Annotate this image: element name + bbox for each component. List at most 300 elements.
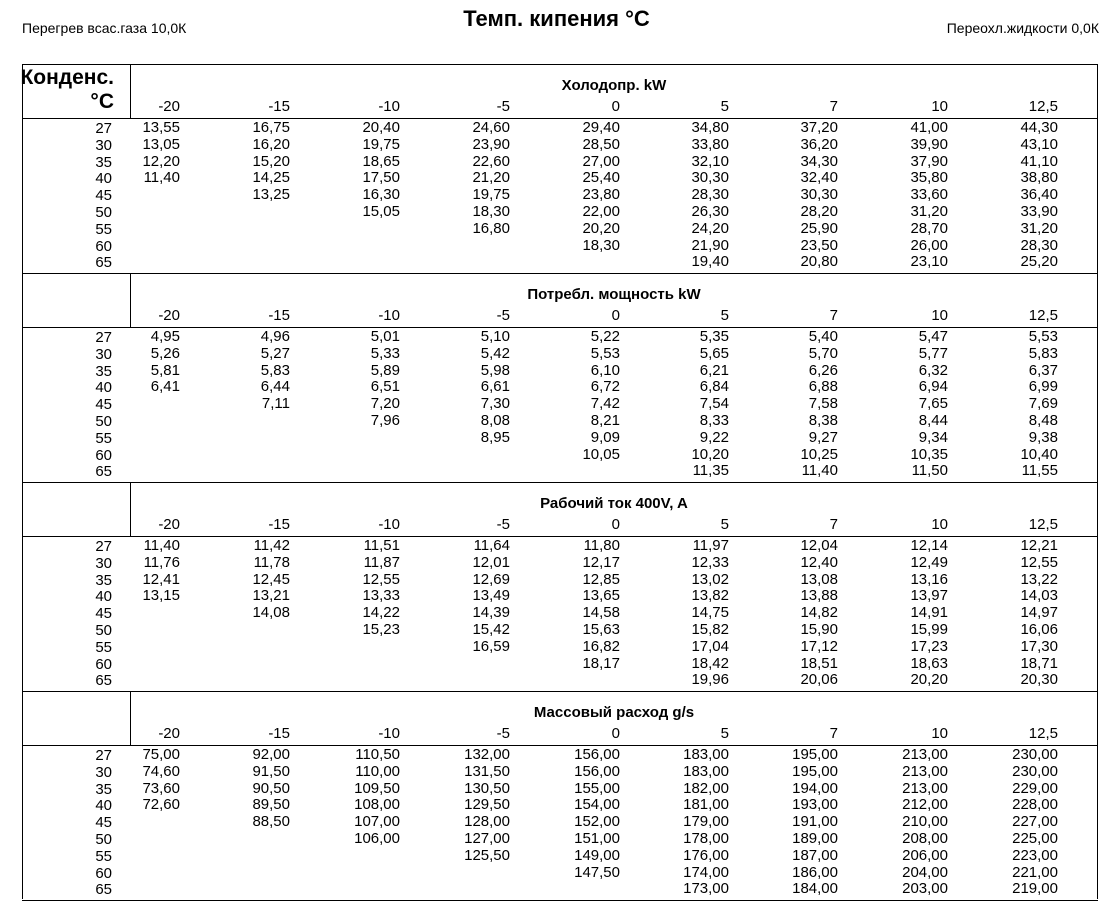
table-cell: 5,42 [480, 344, 510, 362]
table-cell: 13,08 [800, 570, 838, 588]
table-cell: 19,96 [691, 671, 729, 689]
table-cell: 183,00 [683, 762, 729, 780]
table-cell: 5,77 [918, 344, 948, 362]
table-cell: 5,33 [370, 344, 400, 362]
table-cell: 16,20 [252, 135, 290, 153]
table-cell: 9,38 [1028, 428, 1058, 446]
table-cell: 173,00 [683, 880, 729, 898]
table-cell: 74,60 [142, 762, 180, 780]
evap-temp-header: -5 [496, 725, 510, 742]
table-cell: 13,97 [910, 587, 948, 605]
condensing-temp: 60 [95, 237, 112, 255]
evap-temp-header: 12,5 [1028, 307, 1058, 324]
table-cell: 6,72 [590, 378, 620, 396]
section-title: Рабочий ток 400V, A [540, 495, 688, 512]
table-cell: 16,06 [1020, 621, 1058, 638]
table-cell: 8,08 [480, 412, 510, 429]
table-cell: 6,51 [370, 378, 400, 396]
table-cell: 14,58 [582, 604, 620, 622]
evap-temp-header: -20 [158, 307, 180, 324]
table-cell: 12,17 [582, 553, 620, 571]
table-cell: 16,59 [472, 637, 510, 655]
table-cell: 28,70 [910, 219, 948, 237]
section-bottom-border [22, 482, 1098, 483]
table-cell: 12,55 [362, 570, 400, 588]
table-cell: 130,50 [464, 779, 510, 797]
table-cell: 14,97 [1020, 604, 1058, 622]
table-cell: 11,40 [143, 537, 180, 554]
table-cell: 19,75 [362, 135, 400, 153]
condensing-temp: 60 [95, 655, 112, 673]
table-cell: 7,20 [370, 395, 400, 413]
table-cell: 11,76 [143, 553, 180, 571]
table-cell: 219,00 [1012, 880, 1058, 898]
table-cell: 19,40 [691, 253, 729, 271]
table-cell: 187,00 [792, 846, 838, 864]
table-cell: 28,30 [691, 186, 729, 204]
table-cell: 11,51 [363, 537, 400, 554]
condensing-temp: 65 [95, 254, 112, 272]
evap-temp-header: 7 [829, 98, 838, 115]
evap-temp-header: 0 [611, 516, 620, 533]
table-cell: 10,20 [691, 445, 729, 463]
table-cell: 213,00 [902, 746, 948, 763]
table-cell: 19,75 [472, 186, 510, 204]
table-cell: 230,00 [1012, 746, 1058, 763]
table-cell: 21,20 [472, 169, 510, 187]
table-cell: 6,10 [590, 361, 620, 379]
evap-temp-header: 5 [720, 307, 729, 324]
table-cell: 9,09 [590, 428, 620, 446]
table-cell: 22,60 [472, 152, 510, 170]
table-cell: 6,44 [260, 378, 290, 396]
table-cell: 24,20 [691, 219, 729, 237]
evap-temp-header: -15 [268, 98, 290, 115]
section-bottom-border [22, 273, 1098, 274]
table-cell: 12,04 [800, 537, 838, 554]
evap-temp-header: 7 [829, 725, 838, 742]
table-cell: 27,00 [582, 152, 620, 170]
table-cell: 16,75 [252, 119, 290, 136]
table-cell: 229,00 [1012, 779, 1058, 797]
evap-temp-header: 12,5 [1028, 98, 1058, 115]
section-title: Массовый расход g/s [533, 704, 695, 721]
table-cell: 7,11 [261, 395, 290, 413]
table-cell: 227,00 [1012, 813, 1058, 831]
table-cell: 5,98 [480, 361, 510, 379]
table-cell: 15,05 [362, 203, 400, 220]
table-cell: 5,47 [918, 328, 948, 345]
table-cell: 20,40 [362, 119, 400, 136]
table-cell: 10,05 [582, 445, 620, 463]
table-cell: 44,30 [1020, 119, 1058, 136]
table-cell: 189,00 [792, 830, 838, 847]
evap-temp-header: 5 [720, 725, 729, 742]
evap-temp-header: 5 [720, 98, 729, 115]
table-cell: 9,27 [808, 428, 838, 446]
section-title: Холодопр. kW [561, 77, 667, 94]
table-cell: 129,50 [464, 796, 510, 814]
table-cell: 32,10 [691, 152, 729, 170]
table-cell: 73,60 [142, 779, 180, 797]
table-cell: 13,25 [252, 186, 290, 204]
table-cell: 110,00 [355, 762, 400, 780]
table-cell: 156,00 [574, 746, 620, 763]
table-cell: 7,96 [370, 412, 400, 429]
table-cell: 6,84 [699, 378, 729, 396]
table-cell: 12,55 [1020, 553, 1058, 571]
table-cell: 210,00 [902, 813, 948, 831]
condensing-temp: 55 [95, 429, 112, 447]
table-cell: 14,25 [252, 169, 290, 187]
table-cell: 20,30 [1020, 671, 1058, 689]
table-cell: 12,69 [472, 570, 510, 588]
table-cell: 13,82 [691, 587, 729, 605]
table-cell: 12,85 [582, 570, 620, 588]
condensing-temp: 60 [95, 864, 112, 882]
table-cell: 17,30 [1020, 637, 1058, 655]
condensing-temp: 60 [95, 446, 112, 464]
table-cell: 147,50 [574, 863, 620, 881]
table-cell: 5,89 [370, 361, 400, 379]
table-cell: 208,00 [902, 830, 948, 847]
table-cell: 18,63 [910, 654, 948, 672]
table-cell: 32,40 [800, 169, 838, 187]
table-cell: 20,80 [800, 253, 838, 271]
table-cell: 14,75 [691, 604, 729, 622]
table-cell: 20,20 [910, 671, 948, 689]
table-cell: 5,01 [370, 328, 400, 345]
table-cell: 90,50 [252, 779, 290, 797]
evap-temp-header: -5 [496, 98, 510, 115]
table-cell: 15,63 [582, 621, 620, 638]
table-cell: 39,90 [910, 135, 948, 153]
table-cell: 14,82 [800, 604, 838, 622]
condensing-temp: 50 [95, 204, 112, 221]
condensing-temp: 40 [95, 797, 112, 815]
table-cell: 28,20 [800, 203, 838, 220]
condensing-temp: 55 [95, 847, 112, 865]
evap-temp-header: -10 [378, 725, 400, 742]
table-cell: 14,08 [252, 604, 290, 622]
table-cell: 5,53 [1028, 328, 1058, 345]
table-cell: 16,82 [582, 637, 620, 655]
table-cell: 13,16 [910, 570, 948, 588]
table-cell: 11,97 [692, 537, 729, 554]
condensing-temp: 40 [95, 170, 112, 188]
table-cell: 17,04 [691, 637, 729, 655]
table-cell: 15,20 [252, 152, 290, 170]
table-cell: 13,55 [142, 119, 180, 136]
table-cell: 128,00 [464, 813, 510, 831]
table-cell: 16,30 [362, 186, 400, 204]
table-cell: 106,00 [354, 830, 400, 847]
condensing-temp: 30 [95, 136, 112, 154]
condensing-temp: 27 [95, 329, 112, 346]
table-cell: 107,00 [354, 813, 400, 831]
table-cell: 132,00 [464, 746, 510, 763]
table-cell: 89,50 [252, 796, 290, 814]
table-cell: 186,00 [792, 863, 838, 881]
table-cell: 91,50 [252, 762, 290, 780]
table-cell: 182,00 [683, 779, 729, 797]
condensing-temp: 35 [95, 571, 112, 589]
evap-temp-header: -10 [378, 307, 400, 324]
table-cell: 5,83 [260, 361, 290, 379]
table-cell: 11,87 [363, 553, 400, 571]
table-cell: 10,25 [800, 445, 838, 463]
evap-temp-header: 10 [931, 725, 948, 742]
table-cell: 12,01 [472, 553, 510, 571]
table-cell: 194,00 [792, 779, 838, 797]
condensing-temp: 30 [95, 345, 112, 363]
table-cell: 24,60 [472, 119, 510, 136]
table-cell: 13,02 [691, 570, 729, 588]
table-cell: 6,37 [1028, 361, 1058, 379]
table-cell: 212,00 [902, 796, 948, 814]
condensing-temp: 27 [95, 120, 112, 137]
table-cell: 14,22 [362, 604, 400, 622]
evap-temp-header: -10 [378, 98, 400, 115]
table-cell: 36,40 [1020, 186, 1058, 204]
table-cell: 6,32 [918, 361, 948, 379]
table-cell: 13,22 [1020, 570, 1058, 588]
evap-temp-header: -20 [158, 725, 180, 742]
table-cell: 15,90 [800, 621, 838, 638]
table-cell: 17,12 [800, 637, 838, 655]
table-cell: 23,80 [582, 186, 620, 204]
table-cell: 23,90 [472, 135, 510, 153]
page-title: Темп. кипения °С [463, 6, 650, 31]
condensing-temp: 45 [95, 187, 112, 205]
table-cell: 5,53 [590, 344, 620, 362]
table-cell: 7,54 [699, 395, 729, 413]
subcooling-label: Переохл.жидкости 0,0К [946, 20, 1099, 36]
table-cell: 183,00 [683, 746, 729, 763]
table-cell: 25,90 [800, 219, 838, 237]
table-cell: 13,65 [582, 587, 620, 605]
evap-temp-header: -15 [268, 307, 290, 324]
table-cell: 6,88 [808, 378, 838, 396]
table-cell: 9,22 [699, 428, 729, 446]
table-cell: 31,20 [910, 203, 948, 220]
table-cell: 6,99 [1028, 378, 1058, 396]
section-bottom-border [22, 691, 1098, 692]
table-cell: 8,33 [699, 412, 729, 429]
evap-temp-header: -10 [378, 516, 400, 533]
table-cell: 206,00 [902, 846, 948, 864]
table-cell: 37,90 [910, 152, 948, 170]
table-cell: 108,00 [354, 796, 400, 814]
table-cell: 11,80 [583, 537, 620, 554]
table-cell: 43,10 [1020, 135, 1058, 153]
table-cell: 7,69 [1028, 395, 1058, 413]
evap-temp-header: 10 [931, 307, 948, 324]
table-cell: 11,40 [801, 462, 838, 480]
table-cell: 6,21 [699, 361, 729, 379]
table-cell: 176,00 [683, 846, 729, 864]
table-cell: 41,00 [910, 119, 948, 136]
evap-temp-header: 0 [611, 725, 620, 742]
table-cell: 10,35 [910, 445, 948, 463]
table-cell: 15,23 [362, 621, 400, 638]
table-cell: 75,00 [142, 746, 180, 763]
table-cell: 88,50 [252, 813, 290, 831]
table-cell: 13,05 [142, 135, 180, 153]
table-cell: 7,30 [480, 395, 510, 413]
table-cell: 178,00 [683, 830, 729, 847]
condensing-temp: 65 [95, 672, 112, 690]
table-cell: 20,20 [582, 219, 620, 237]
table-cell: 4,96 [260, 328, 290, 345]
table-cell: 5,65 [699, 344, 729, 362]
table-cell: 12,20 [142, 152, 180, 170]
table-cell: 15,42 [472, 621, 510, 638]
table-cell: 22,00 [582, 203, 620, 220]
table-cell: 14,39 [472, 604, 510, 622]
table-cell: 14,91 [910, 604, 948, 622]
evap-temp-header: 12,5 [1028, 725, 1058, 742]
table-cell: 203,00 [902, 880, 948, 898]
table-cell: 204,00 [902, 863, 948, 881]
table-cell: 6,61 [480, 378, 510, 396]
condensing-label-text: Конденс. [20, 66, 114, 89]
evap-temp-header: -5 [496, 307, 510, 324]
condensing-temp: 50 [95, 831, 112, 848]
table-cell: 18,42 [691, 654, 729, 672]
table-cell: 5,27 [260, 344, 290, 362]
table-cell: 151,00 [574, 830, 620, 847]
condensing-label-unit: °С [90, 90, 114, 113]
condensing-temp: 45 [95, 605, 112, 623]
table-cell: 18,65 [362, 152, 400, 170]
table-cell: 13,49 [472, 587, 510, 605]
table-cell: 7,42 [590, 395, 620, 413]
condensing-temp: 35 [95, 153, 112, 171]
table-cell: 225,00 [1012, 830, 1058, 847]
table-cell: 17,23 [910, 637, 948, 655]
table-cell: 11,50 [911, 462, 948, 480]
table-cell: 152,00 [574, 813, 620, 831]
table-cell: 33,90 [1020, 203, 1058, 220]
table-cell: 221,00 [1012, 863, 1058, 881]
condensing-temp: 27 [95, 747, 112, 764]
table-cell: 195,00 [792, 746, 838, 763]
table-cell: 37,20 [800, 119, 838, 136]
table-cell: 25,40 [582, 169, 620, 187]
evap-temp-header: 12,5 [1028, 516, 1058, 533]
table-cell: 154,00 [574, 796, 620, 814]
condensing-temp: 30 [95, 763, 112, 781]
table-cell: 12,40 [800, 553, 838, 571]
table-cell: 13,88 [800, 587, 838, 605]
table-cell: 41,10 [1020, 152, 1058, 170]
table-cell: 25,20 [1020, 253, 1058, 271]
evap-temp-header: 10 [931, 98, 948, 115]
table-cell: 17,50 [362, 169, 400, 187]
table-cell: 213,00 [902, 779, 948, 797]
table-cell: 31,20 [1020, 219, 1058, 237]
condensing-temp: 55 [95, 638, 112, 656]
table-cell: 5,40 [808, 328, 838, 345]
table-cell: 38,80 [1020, 169, 1058, 187]
condensing-temp: 45 [95, 396, 112, 414]
condensing-temp: 50 [95, 413, 112, 430]
evap-temp-header: -5 [496, 516, 510, 533]
table-cell: 7,58 [808, 395, 838, 413]
table-cell: 195,00 [792, 762, 838, 780]
table-cell: 15,99 [910, 621, 948, 638]
table-cell: 30,30 [800, 186, 838, 204]
table-cell: 193,00 [792, 796, 838, 814]
evap-temp-header: -15 [268, 516, 290, 533]
table-cell: 28,30 [1020, 236, 1058, 254]
table-cell: 20,06 [800, 671, 838, 689]
table-cell: 131,50 [464, 762, 510, 780]
table-cell: 11,78 [253, 553, 290, 571]
table-cell: 5,81 [150, 361, 180, 379]
evap-temp-header: 7 [829, 307, 838, 324]
table-cell: 8,44 [918, 412, 948, 429]
condensing-temp: 65 [95, 881, 112, 899]
table-cell: 11,55 [1021, 462, 1058, 480]
table-cell: 28,50 [582, 135, 620, 153]
table-cell: 110,50 [355, 746, 400, 763]
evap-temp-header: -20 [158, 516, 180, 533]
table-cell: 213,00 [902, 762, 948, 780]
table-cell: 18,17 [582, 654, 620, 672]
table-cell: 156,00 [574, 762, 620, 780]
table-cell: 109,50 [354, 779, 400, 797]
table-cell: 36,20 [800, 135, 838, 153]
condensing-temp: 55 [95, 220, 112, 238]
table-cell: 12,41 [142, 570, 180, 588]
table-cell: 13,33 [362, 587, 400, 605]
table-cell: 12,21 [1020, 537, 1058, 554]
table-cell: 12,49 [910, 553, 948, 571]
evap-temp-header: 0 [611, 98, 620, 115]
table-cell: 127,00 [464, 830, 510, 847]
condensing-temp: 65 [95, 463, 112, 481]
table-cell: 16,80 [472, 219, 510, 237]
table-cell: 5,26 [150, 344, 180, 362]
table-cell: 5,10 [480, 328, 510, 345]
performance-table [22, 64, 1098, 899]
table-cell: 6,26 [808, 361, 838, 379]
table-cell: 8,21 [590, 412, 620, 429]
table-cell: 35,80 [910, 169, 948, 187]
table-cell: 181,00 [683, 796, 729, 814]
table-cell: 33,60 [910, 186, 948, 204]
table-cell: 23,50 [800, 236, 838, 254]
table-cell: 228,00 [1012, 796, 1058, 814]
table-cell: 4,95 [150, 328, 180, 345]
condensing-temp: 50 [95, 622, 112, 639]
table-cell: 184,00 [792, 880, 838, 898]
table-cell: 72,60 [142, 796, 180, 814]
table-cell: 12,33 [691, 553, 729, 571]
table-cell: 174,00 [683, 863, 729, 881]
table-cell: 12,45 [252, 570, 290, 588]
condensing-temp: 35 [95, 362, 112, 380]
table-top-border [22, 64, 1098, 65]
table-cell: 12,14 [910, 537, 948, 554]
table-cell: 18,30 [582, 236, 620, 254]
table-cell: 11,40 [143, 169, 180, 187]
section-bottom-border [22, 900, 1098, 901]
superheat-label: Перегрев всас.газа 10,0К [22, 20, 187, 36]
condensing-temp: 35 [95, 780, 112, 798]
